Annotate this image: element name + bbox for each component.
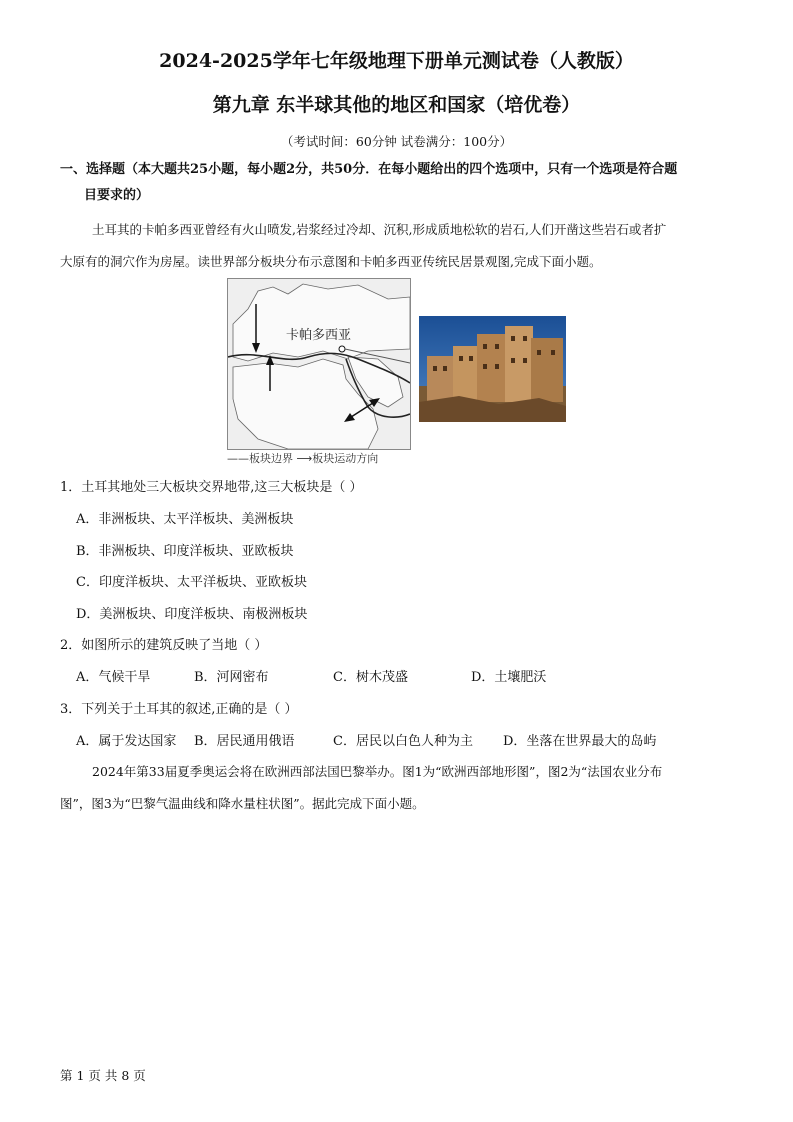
plate-map-figure (227, 278, 411, 450)
passage1-line2: 大原有的洞穴作为房屋。读世界部分板块分布示意图和卡帕多西亚传统民居景观图,完成下面小题。 (60, 254, 602, 269)
question-2-option-c[interactable]: C．树木茂盛 (333, 670, 408, 685)
question-3-option-a[interactable]: A．属于发达国家 (76, 734, 177, 749)
question-1-option-d[interactable]: D．美洲板块、印度洋板块、南极洲板块 (76, 607, 308, 622)
page-footer: 第 1 页 共 8 页 (60, 1068, 146, 1083)
section-heading-line2: 目要求的） (84, 188, 150, 203)
question-3-option-d[interactable]: D．坐落在世界最大的岛屿 (503, 734, 657, 749)
question-2-stem: 2．如图所示的建筑反映了当地（ ） (60, 638, 268, 653)
question-2-option-a[interactable]: A．气候干旱 (76, 670, 151, 685)
question-3-option-c[interactable]: C．居民以白色人种为主 (333, 734, 473, 749)
exam-title: 2024-2025学年七年级地理下册单元测试卷（人教版） (159, 50, 634, 72)
question-1-option-a[interactable]: A．非洲板块、太平洋板块、美洲板块 (76, 512, 294, 527)
legend-motion-label: 板块运动方向 (312, 452, 379, 465)
cappadocia-dwelling-photo (419, 316, 566, 422)
map-location-label: 卡帕多西亚 (286, 328, 352, 343)
legend-boundary-label: 板块边界 (249, 452, 293, 465)
plate-map-drawing (228, 279, 410, 449)
question-2-option-d[interactable]: D．土壤肥沃 (471, 670, 547, 685)
boundary-line-icon: —— (227, 452, 249, 465)
question-1-stem: 1．土耳其地处三大板块交界地带,这三大板块是（ ） (60, 480, 363, 495)
question-1-option-c[interactable]: C．印度洋板块、太平洋板块、亚欧板块 (76, 575, 307, 590)
passage1-line1: 土耳其的卡帕多西亚曾经有火山喷发,岩浆经过冷却、沉积,形成质地松软的岩石,人们开凿这些岩石或者扩 (92, 222, 667, 237)
question-3-stem: 3．下列关于土耳其的叙述,正确的是（ ） (60, 702, 298, 717)
passage2-line1: 2024年第33届夏季奥运会将在欧洲西部法国巴黎举办。图1为“欧洲西部地形图”，图2为“法国农业分布 (92, 764, 663, 779)
question-3-option-b[interactable]: B．居民通用俄语 (194, 734, 295, 749)
section-heading-line1: 一、选择题（本大题共25小题，每小题2分，共50分．在每小题给出的四个选项中，只有一个选项是符合题 (60, 162, 678, 177)
figure-legend (227, 450, 378, 466)
chapter-subtitle: 第九章 东半球其他的地区和国家（培优卷） (212, 94, 581, 116)
passage2-line2: 图”，图3为“巴黎气温曲线和降水量柱状图”。据此完成下面小题。 (60, 796, 425, 811)
exam-info: （考试时间：60分钟 试卷满分：100分） (280, 134, 513, 149)
question-2-option-b[interactable]: B．河网密布 (194, 670, 269, 685)
question-1-option-b[interactable]: B．非洲板块、印度洋板块、亚欧板块 (76, 544, 294, 559)
motion-arrow-icon: ⟶ (296, 452, 313, 465)
